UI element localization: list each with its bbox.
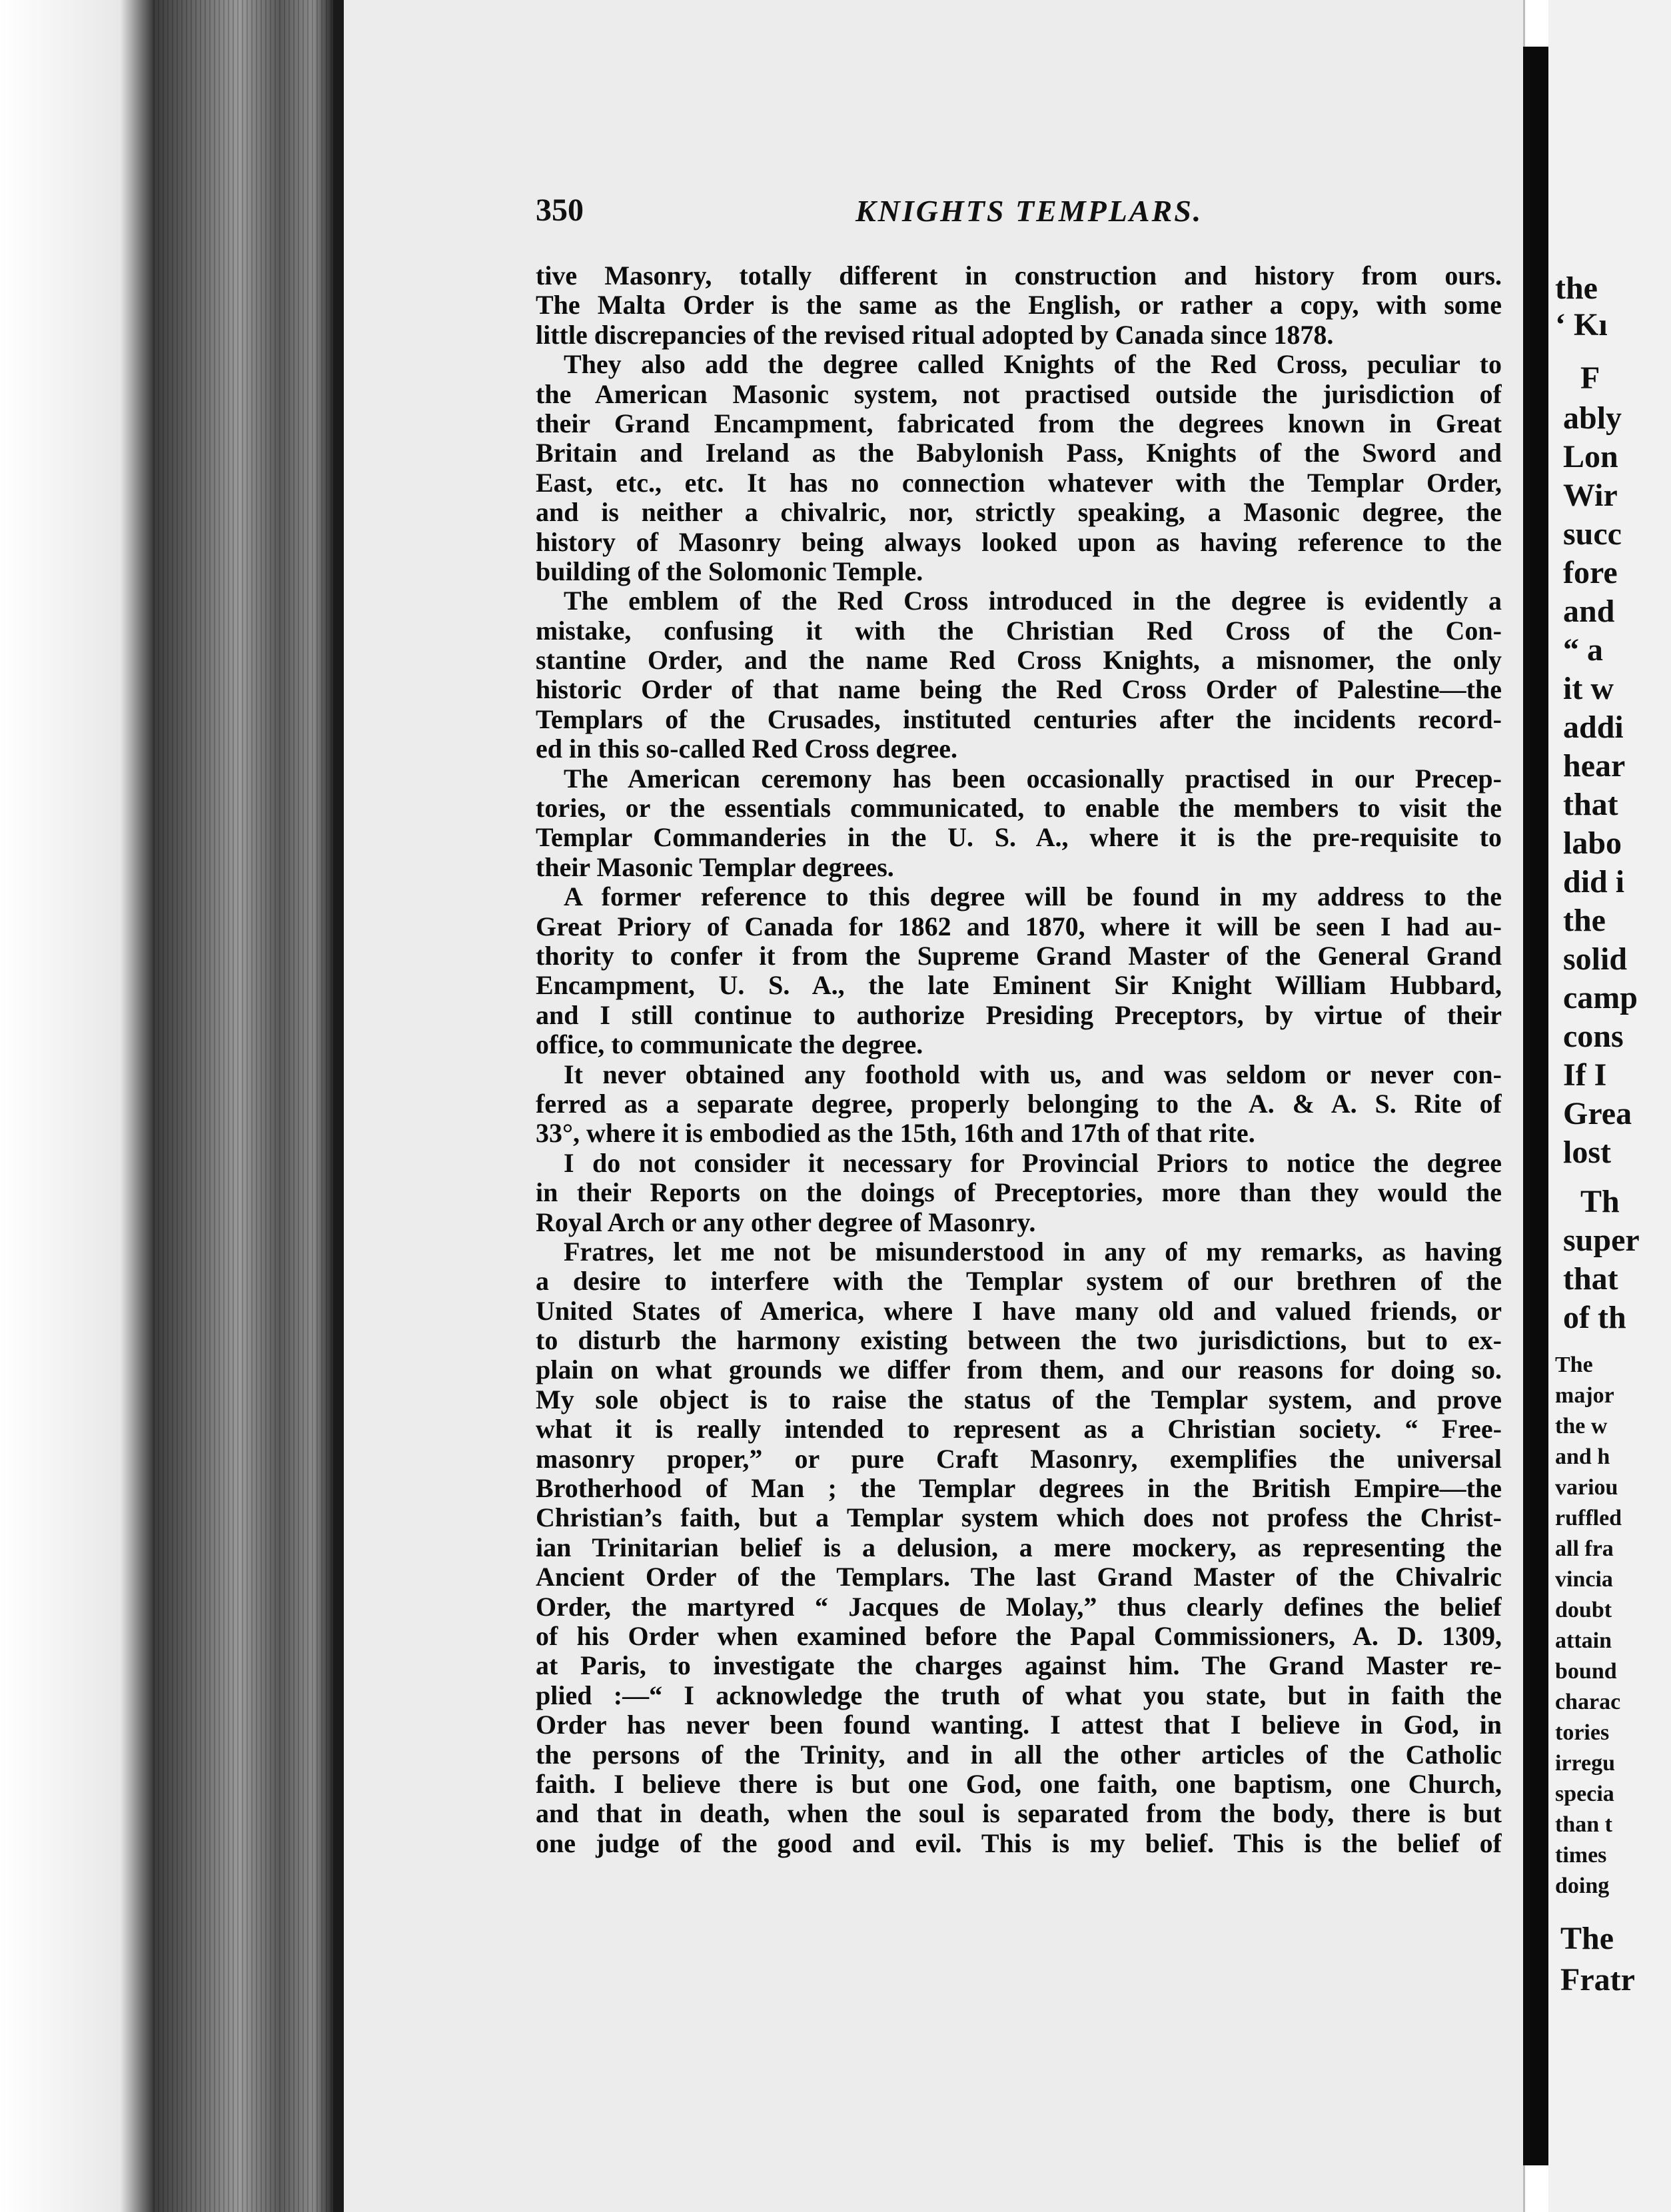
text-line: My sole object is to raise the status of the Templar system, and prove bbox=[536, 1384, 1502, 1414]
text-line: They also add the degree called Knights of the Red Cross, peculiar to bbox=[564, 350, 1502, 380]
text-line: a desire to interfere with the Templar system of our brethren of the bbox=[536, 1267, 1502, 1297]
text-line: Royal Arch or any other degree of Masonry. bbox=[536, 1207, 1036, 1237]
text-line: historic Order of that name being the Red Cross Order of Palestine—the bbox=[536, 675, 1502, 705]
right-page-fragment: irregu bbox=[1555, 1751, 1616, 1776]
right-page-fragment: Th bbox=[1580, 1184, 1620, 1219]
text-line: Great Priory of Canada for 1862 and 1870, where it will be seen I had au- bbox=[536, 911, 1502, 941]
text-line: plied :—“ I acknowledge the truth of what you state, but in faith the bbox=[536, 1680, 1502, 1710]
right-page-fragment: The bbox=[1555, 1353, 1593, 1377]
text-line: mistake, confusing it with the Christian Red Cross of the Con- bbox=[536, 616, 1502, 646]
right-page-fragment: Wir bbox=[1563, 478, 1618, 513]
right-page-fragment: cons bbox=[1563, 1019, 1624, 1054]
right-page-fragment: the bbox=[1555, 271, 1598, 306]
text-line: in their Reports on the doings of Preceptories, more than they would the bbox=[536, 1178, 1502, 1208]
text-line: A former reference to this degree will be found in my address to the bbox=[564, 882, 1502, 912]
right-page-fragment: the w bbox=[1555, 1414, 1608, 1438]
text-line: the American Masonic system, not practised outside the jurisdiction of bbox=[536, 379, 1502, 409]
text-line: tive Masonry, totally different in construction and history from ours. bbox=[536, 261, 1502, 290]
text-line: to disturb the harmony existing between the two jurisdictions, but to ex- bbox=[536, 1326, 1502, 1356]
text-line: and that in death, when the soul is separated from the body, there is but bbox=[536, 1799, 1502, 1829]
text-line: Fratres, let me not be misunderstood in any of my remarks, as having bbox=[564, 1237, 1502, 1267]
running-head: KNIGHTS TEMPLARS. bbox=[855, 194, 1203, 228]
right-page-fragment: than t bbox=[1555, 1812, 1612, 1837]
text-line: at Paris, to investigate the charges against him. The Grand Master re- bbox=[536, 1651, 1502, 1681]
right-page-fragment: times bbox=[1555, 1843, 1607, 1868]
page-stack-edges bbox=[153, 0, 333, 2212]
text-line: masonry proper,” or pure Craft Masonry, exemplifies the universal bbox=[536, 1444, 1502, 1474]
text-line: It never obtained any foothold with us, and was seldom or never con- bbox=[564, 1059, 1502, 1089]
text-line: Britain and Ireland as the Babylonish Pass, Knights of the Sword and bbox=[536, 438, 1502, 468]
right-page-fragment: succ bbox=[1563, 516, 1622, 552]
right-page-fragment: “ a bbox=[1563, 632, 1603, 668]
text-line: ferred as a separate degree, properly belonging to the A. & A. S. Rite of bbox=[536, 1089, 1502, 1119]
text-line: the persons of the Trinity, and in all the other articles of the Catholic bbox=[536, 1740, 1502, 1770]
right-page-fragment: camp bbox=[1563, 980, 1638, 1015]
right-page-fragment: that bbox=[1563, 787, 1618, 822]
right-page-fragment: major bbox=[1555, 1383, 1614, 1408]
right-page-fragment: attain bbox=[1555, 1628, 1612, 1653]
text-line: Brotherhood of Man ; the Templar degrees in the British Empire—the bbox=[536, 1474, 1502, 1504]
text-line: tories, or the essentials communicated, to enable the members to visit the bbox=[536, 794, 1502, 824]
text-line: Christian’s faith, but a Templar system which does not profess the Christ- bbox=[536, 1503, 1502, 1533]
right-page-fragment: charac bbox=[1555, 1690, 1621, 1714]
right-page-fragment: of th bbox=[1563, 1300, 1626, 1335]
right-page-fragment: that bbox=[1563, 1261, 1618, 1297]
right-page-fragment: Grea bbox=[1563, 1096, 1632, 1131]
text-line: 33°, where it is embodied as the 15th, 16th and 17th of that rite. bbox=[536, 1119, 1255, 1149]
right-page-fragment: If I bbox=[1563, 1057, 1607, 1093]
text-line: Encampment, U. S. A., the late Eminent Sir Knight William Hubbard, bbox=[536, 971, 1502, 1001]
right-page-fragment: specia bbox=[1555, 1782, 1614, 1806]
text-line: their Masonic Templar degrees. bbox=[536, 852, 894, 882]
right-page-fragment: ably bbox=[1563, 400, 1622, 436]
text-line: and is neither a chivalric, nor, strictly speaking, a Masonic degree, the bbox=[536, 498, 1502, 528]
text-line: East, etc., etc. It has no connection whatever with the Templar Order, bbox=[536, 468, 1502, 498]
text-line: plain on what grounds we differ from them, and our reasons for doing so. bbox=[536, 1355, 1502, 1385]
right-page-fragment: fore bbox=[1563, 555, 1618, 590]
right-page-fragment: ruffled bbox=[1555, 1506, 1622, 1530]
text-line: office, to communicate the degree. bbox=[536, 1030, 923, 1060]
text-line: history of Masonry being always looked upon as having reference to the bbox=[536, 527, 1502, 557]
text-line: faith. I believe there is but one God, one faith, one baptism, one Church, bbox=[536, 1769, 1502, 1799]
page-number: 350 bbox=[536, 193, 584, 228]
body-text bbox=[536, 261, 1502, 1858]
right-page-fragment: the bbox=[1563, 903, 1606, 938]
text-line: Order, the martyred “ Jacques de Molay,” thus clearly defines the belief bbox=[536, 1592, 1502, 1622]
text-line: Ancient Order of the Templars. The last Grand Master of the Chivalric bbox=[536, 1562, 1502, 1592]
right-page-fragment: variou bbox=[1555, 1475, 1618, 1500]
right-page-fragment: all fra bbox=[1555, 1536, 1614, 1561]
text-line: their Grand Encampment, fabricated from the degrees known in Great bbox=[536, 408, 1502, 438]
page-header bbox=[536, 192, 1508, 232]
text-line: I do not consider it necessary for Provincial Priors to notice the degree bbox=[564, 1148, 1502, 1178]
text-line: Templars of the Crusades, instituted centuries after the incidents record- bbox=[536, 704, 1502, 734]
book-gutter bbox=[1523, 47, 1548, 2165]
text-line: what it is really intended to represent as a Christian society. “ Free- bbox=[536, 1414, 1502, 1444]
right-page-fragment: addi bbox=[1563, 710, 1624, 745]
text-line: building of the Solomonic Temple. bbox=[536, 556, 923, 586]
page-edge bbox=[333, 0, 344, 2212]
text-line: little discrepancies of the revised ritual adopted by Canada since 1878. bbox=[536, 320, 1334, 350]
right-page-fragment: ‘ Kı bbox=[1555, 307, 1608, 342]
right-page bbox=[1548, 0, 1671, 2212]
text-line: The Malta Order is the same as the English, or rather a copy, with some bbox=[536, 290, 1502, 320]
right-page-fragment: solid bbox=[1563, 941, 1628, 977]
text-line: of his Order when examined before the Papal Commissioners, A. D. 1309, bbox=[536, 1621, 1502, 1651]
right-page-fragment: hear bbox=[1563, 748, 1626, 784]
right-page-fragment: tories bbox=[1555, 1720, 1610, 1745]
text-line: and I still continue to authorize Presiding Preceptors, by virtue of their bbox=[536, 1000, 1502, 1030]
right-page-fragment: lost bbox=[1563, 1135, 1611, 1170]
right-page-fragment: bound bbox=[1555, 1659, 1617, 1684]
text-line: ed in this so-called Red Cross degree. bbox=[536, 734, 957, 764]
right-page-fragment: doing bbox=[1555, 1874, 1610, 1898]
right-page-fragment: F bbox=[1580, 360, 1600, 396]
right-page-fragment: super bbox=[1563, 1223, 1640, 1258]
right-page-fragment: doubt bbox=[1555, 1598, 1612, 1622]
right-page-fragment: Lon bbox=[1563, 439, 1618, 474]
right-page-fragment: and bbox=[1563, 594, 1615, 629]
text-line: thority to confer it from the Supreme Grand Master of the General Grand bbox=[536, 941, 1502, 971]
right-page-fragment: did i bbox=[1563, 864, 1625, 899]
right-page-fragment: vincia bbox=[1555, 1567, 1613, 1592]
text-line: The American ceremony has been occasionally practised in our Precep- bbox=[564, 764, 1502, 794]
right-page-fragment: it w bbox=[1563, 671, 1614, 706]
right-page-fragment: labo bbox=[1563, 826, 1622, 861]
right-page-fragment: and h bbox=[1555, 1444, 1610, 1469]
text-line: United States of America, where I have many old and valued friends, or bbox=[536, 1296, 1502, 1326]
right-page-fragment: The bbox=[1560, 1921, 1614, 1956]
text-line: stantine Order, and the name Red Cross Knights, a misnomer, the only bbox=[536, 646, 1502, 676]
text-line: The emblem of the Red Cross introduced in the degree is evidently a bbox=[564, 586, 1502, 616]
text-line: Templar Commanderies in the U. S. A., where it is the pre-requisite to bbox=[536, 823, 1502, 853]
text-line: Order has never been found wanting. I attest that I believe in God, in bbox=[536, 1710, 1502, 1740]
text-line: ian Trinitarian belief is a delusion, a mere mockery, as representing the bbox=[536, 1532, 1502, 1562]
right-page-fragment: Fratr bbox=[1560, 1962, 1635, 1997]
text-line: one judge of the good and evil. This is my belief. This is the belief of bbox=[536, 1828, 1502, 1858]
